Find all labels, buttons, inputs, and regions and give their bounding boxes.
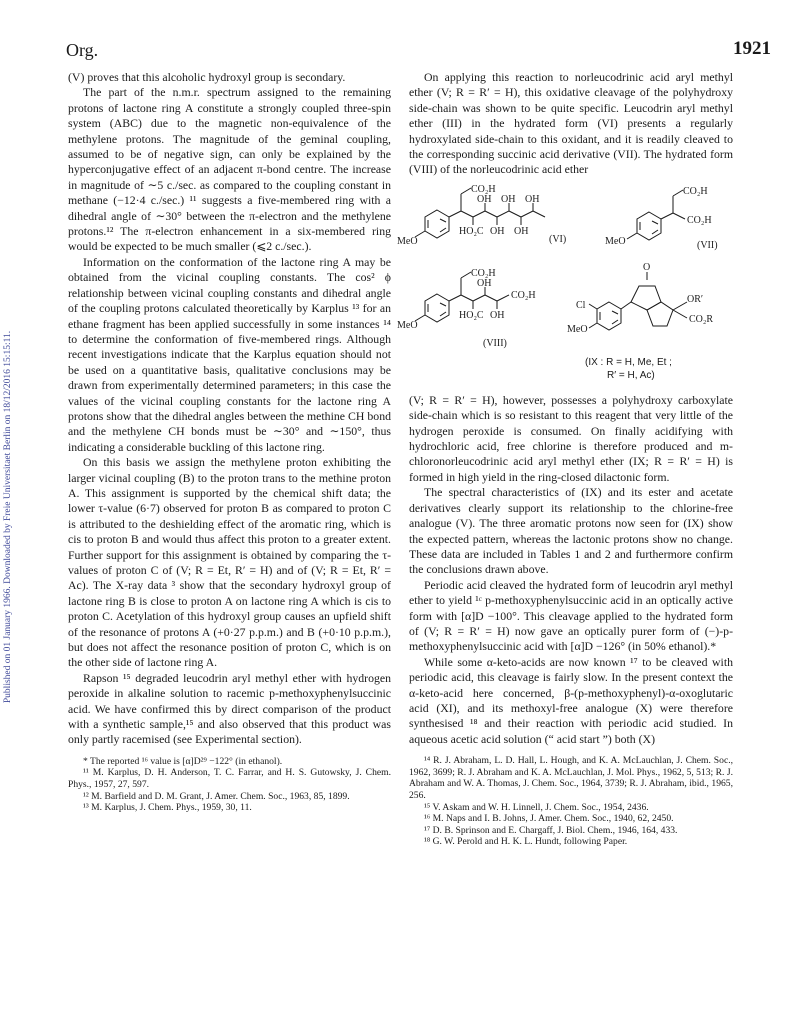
download-notice-sidebar <box>0 0 22 1033</box>
label-oh: OH <box>477 193 492 205</box>
label-co2r: CO₂R <box>689 313 714 325</box>
label-oh: OH <box>525 193 540 205</box>
label-co2h: CO₂H <box>687 214 712 226</box>
label-cl: Cl <box>576 299 586 311</box>
paragraph: The spectral characteristics of (IX) and its ester and acetate derivatives clearly support its relationship to the chlorine-free analogue (V). The three aromatic protons now seen for (IX) show the expected pattern, whereas the lactonic protons show no change. These data are included in Tables 1 and 2 and furthermore confirm the conclusions drawn above. <box>409 485 733 577</box>
footnote: ¹³ M. Karplus, J. Chem. Phys., 1959, 30, 11. <box>83 802 252 814</box>
label-oh: OH <box>490 225 505 237</box>
compound-label-vii: (VII) <box>697 239 718 251</box>
label-co2h: CO₂H <box>471 183 496 195</box>
label-oh: OH <box>514 225 529 237</box>
label-co2h: CO₂H <box>511 289 536 301</box>
compound-ix-caption <box>585 356 672 382</box>
paragraph: Information on the conformation of the lactone ring A may be obtained from the vicinal coupling constants. The cos² ϕ relationship between vicinal coupling constants and dihedral angle of the coupling protons calculated theoretically by Karplus ¹³ for an ethane fragment has been applied successfully in some instances ¹⁴ to determine the conformation of five-membered rings. Although recent investigations indicate that the Karplus equation should not be used on a quantitative basis, qualitative conclusions may be drawn from experimentally determined parameters; in this case the values of the vicinal coupling constants for the lactone ring A protons show that the dihedral angles between the methine CH bond and the methylene CH bonds must be ∼30° and ∼150°, thus indicating a considerable buckling of this lactone ring. <box>68 254 391 454</box>
structures-svg <box>397 183 733 389</box>
footnote: ¹⁶ M. Naps and I. B. Johns, J. Amer. Chem. Soc., 1940, 62, 2450. <box>424 813 674 825</box>
benzene-ring-ix <box>597 302 621 330</box>
label-meo: MeO <box>397 235 418 247</box>
label-or-prime: OR′ <box>687 293 704 305</box>
footnotes-right <box>409 755 733 848</box>
paragraph: (V) proves that this alcoholic hydroxyl group is secondary. <box>68 70 346 84</box>
structure-vii <box>627 190 685 240</box>
paragraph: The part of the n.m.r. spectrum assigned to the remaining protons of lactone ring A constitute a strongly coupled three-spin system (ABC) due to the magnetic non-equivalence of the methylene protons. The magnitude of the geminal coupling, assumed to be of negative sign, can only be explained by the hyperconjugative effect of an adjacent π-bond centre. The increase in magnitude of ∼5 c./sec. as compared to the coupling constant in methane (−12·4 c./sec.) ¹¹ suggests a five-membered ring with a dihedral angle of ∼30° between the π-electron and the methylene protons.¹² The π-electron enhancement in a six-membered ring would be expected to be much smaller (⩽2 c./sec.). <box>68 85 391 254</box>
footnotes-left <box>68 756 391 814</box>
page-number: 1921 <box>733 38 771 59</box>
label-oh: OH <box>490 309 505 321</box>
label-ho2c: HO₂C <box>459 225 484 237</box>
paragraph: Periodic acid cleaved the hydrated form of leucodrin aryl methyl ether to yield ¹ᶜ p-methoxyphenylsuccinic acid in an optically active form with [α]D −100°. This cleavage applied to the hydrated form of (V; R = R′ = H) now gave an optically purer form of (−)-p-methoxyphenylsuccinic acid with [α]D −126° (in 50% ethanol).* <box>409 577 733 654</box>
paragraph: Rapson ¹⁵ degraded leucodrin aryl methyl ether with hydrogen peroxide in alkaline solution to racemic p-methoxyphenylsuccinic acid. We have confirmed this by direct comparison of the product with a synthetic sample,¹⁵ and also observed that this product was only partly racemised (see Experimental section). <box>68 670 391 747</box>
label-meo: MeO <box>605 235 626 247</box>
paragraph: On this basis we assign the methylene proton exhibiting the larger vicinal coupling (B) to the proton trans to the methine proton A. This assignment is supported by the chemical shift data; the lower τ-value (6·7) observed for proton B as compared to proton C is attributed to the deshielding effect of the aromatic ring, which is cis to proton B and would thus affect this proton to a greater extent. Further support for this assignment is obtained by comparing the τ-values of proton C of (V; R = Et, R′ = H) and of (V; R = Et, R′ = Ac). The X-ray data ³ show that the secondary hydroxyl group of lactone ring B is close to proton A on lactone ring A which is cis to proton C. Acetylation of this hydroxyl group causes an upfield shift of the resonance of protons A (+0·27 p.p.m.) and B (+0·10 p.p.m.), but does not affect the resonance position of proton C, which is on the other side of lactone ring A. <box>68 455 391 670</box>
footnote: ¹⁷ D. B. Sprinson and E. Chargaff, J. Biol. Chem., 1946, 164, 433. <box>424 824 678 836</box>
footnote: ¹² M. Barfield and D. M. Grant, J. Amer. Chem. Soc., 1963, 85, 1899. <box>83 790 350 802</box>
structure-ix <box>589 272 687 330</box>
label-meo: MeO <box>397 319 418 331</box>
benzene-ring-vii <box>637 212 661 240</box>
footnote: * The reported ¹⁶ value is [α]D²⁹ −122° (in ethanol). <box>83 755 283 767</box>
compound-label-vi: (VI) <box>549 233 567 245</box>
journal-section-label: Org. <box>66 40 99 60</box>
footnote: ¹⁸ G. W. Perold and H. K. L. Hundt, following Paper. <box>424 836 628 848</box>
paragraph: (V; R = R′ = H), however, possesses a polyhydroxy carboxylate side-chain which is so resistant to this reagent that very little of the hydrogen peroxide is consumed. On finally acidifying with hydrochloric acid, free chlorine is therefore produced and m-chloronorleucodrinic acid aryl methyl ether (IX; R = R′ = H) is formed in high yield in the ring-closed dilactonic form. <box>409 392 733 484</box>
download-notice-text: Published on 01 January 1966. Downloaded by Freie Universitaet Berlin on 18/12/2016 15:15:11. <box>3 330 13 703</box>
lactone-ring-b <box>647 302 673 326</box>
label-meo: MeO <box>567 323 588 335</box>
label-oh: OH <box>501 193 516 205</box>
label-co2h: CO₂H <box>471 267 496 279</box>
paragraph: On applying this reaction to norleucodrinic acid aryl methyl ether (V; R = R′ = H), this oxidative cleavage of the polyhydroxy side-chain was shown to be quite specific. Leucodrin aryl methyl ether (III) in the hydrated form (VI) presents a regularly hydroxylated side-chain to this oxidant, and it is readily cleaved to the corresponding succinic acid derivative (VII). The hydrated form (VIII) of the norleucodrinic acid ether <box>409 70 733 177</box>
benzene-ring-viii <box>425 294 449 322</box>
label-co2h: CO₂H <box>683 185 708 197</box>
benzene-ring-vi <box>425 210 449 238</box>
right-column <box>397 70 733 848</box>
lactone-ring-a <box>631 286 661 310</box>
label-ho2c: HO₂C <box>459 309 484 321</box>
chemical-structures-figure <box>397 183 733 389</box>
left-column <box>68 70 391 814</box>
footnote: ¹⁴ R. J. Abraham, L. D. Hall, L. Hough, and K. A. McLauchlan, J. Chem. Soc., 1962, 3699; R. J. Abraham and K. A. McLauchlan, J. Mol. Phys., 1962, 5, 513; R. J. Abraham and W. A. Thomas, J. Chem. Soc., 1964, 3739; R. J. Abraham, ibid., 1965, 256. <box>409 755 733 801</box>
paragraph: While some α-keto-acids are now known ¹⁷ to be cleaved with periodic acid, this cleavage is fairly slow. In the present context the α-keto-acid here concerned, β-(p-methoxyphenyl)-α-oxoglutaric acid (XI), and its methoxyl-free analogue (X) were therefore synthesised ¹⁸ and their reaction with periodic acid studied. In aqueous acetic acid solution (“ acid start ”) both (X) <box>409 654 733 746</box>
caption-ix-line1: (IX : R = H, Me, Et ; <box>585 356 672 368</box>
footnote: ¹⁵ V. Askam and W. H. Linnell, J. Chem. Soc., 1954, 2436. <box>424 801 649 813</box>
label-oh: OH <box>477 277 492 289</box>
compound-label-viii: (VIII) <box>483 337 507 349</box>
footnote: ¹¹ M. Karplus, D. H. Anderson, T. C. Farrar, and H. S. Gutowsky, J. Chem. Phys., 1957, 27, 597. <box>68 767 391 791</box>
caption-ix-line2: R′ = H, Ac) <box>607 369 655 381</box>
label-o: O <box>643 261 651 273</box>
